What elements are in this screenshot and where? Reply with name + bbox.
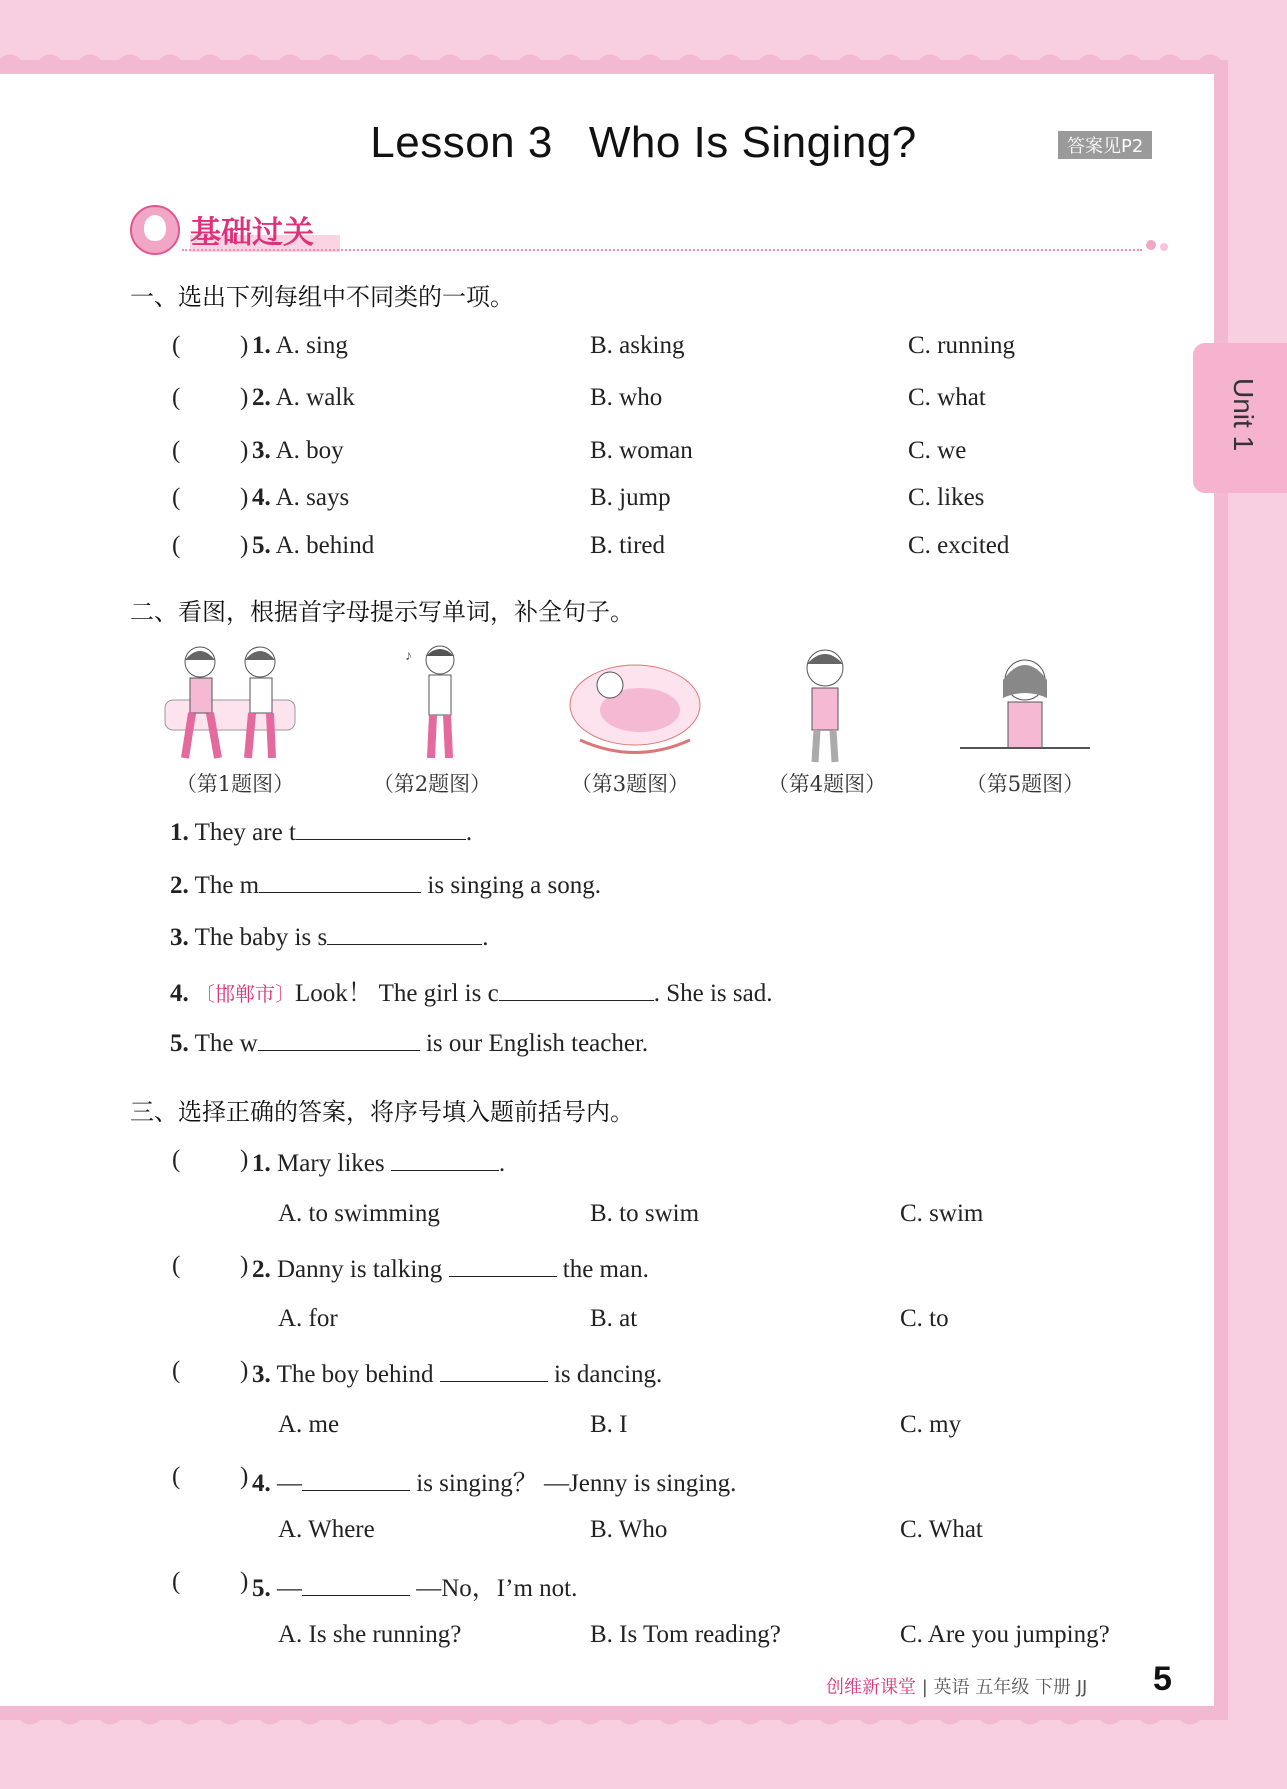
question-option-a	[252, 532, 374, 560]
fill-sentence	[170, 1026, 648, 1058]
answer-paren-right: )	[240, 532, 249, 559]
city-tag: 〔邯郸市〕	[195, 982, 295, 1006]
choice-row	[0, 437, 1287, 469]
answer-blank[interactable]	[440, 1357, 548, 1382]
picture-caption: （第3题图）	[570, 772, 690, 796]
answer-paren-right: )	[240, 1357, 249, 1384]
answer-paren-right: )	[240, 1568, 249, 1595]
question-number: 3.	[252, 1361, 271, 1388]
unit-side-tab[interactable]	[1193, 343, 1287, 493]
sentence-number: 2.	[170, 872, 189, 899]
decor-dot	[1146, 240, 1156, 250]
answer-paren-right: )	[240, 332, 249, 359]
answer-paren-right: )	[240, 1252, 249, 1279]
answer-paren-left[interactable]: (	[172, 1568, 181, 1595]
option-c: C. What	[900, 1516, 983, 1543]
lesson-number: Lesson 3	[370, 118, 553, 167]
option-c: C. we	[908, 437, 967, 464]
option-a: A. boy	[275, 437, 344, 464]
option-b: B. I	[590, 1411, 628, 1438]
answer-paren-left[interactable]: (	[172, 532, 181, 559]
option-c: C. running	[908, 332, 1015, 359]
question-option-a	[252, 437, 344, 465]
question-suffix: is singing？ —Jenny is singing.	[410, 1470, 737, 1497]
answer-paren-right: )	[240, 437, 249, 464]
sentence-suffix: . She is sad.	[653, 980, 773, 1007]
option-a: A. sing	[275, 332, 348, 359]
footer-separator: |	[921, 1677, 928, 1698]
picture-caption: （第4题图）	[767, 772, 887, 796]
mc-options-row	[0, 1516, 1287, 1548]
lesson-name: Who Is Singing?	[588, 118, 917, 167]
fill-sentence	[170, 815, 472, 847]
top-wave-border	[0, 52, 1228, 74]
sentence-prefix: The baby is s	[194, 924, 328, 951]
question-option-a	[252, 384, 355, 412]
option-b: B. Is Tom reading?	[590, 1621, 781, 1648]
question-prefix: Mary likes	[277, 1150, 391, 1177]
answer-paren-left[interactable]: (	[172, 484, 181, 511]
option-a: A. walk	[275, 384, 355, 411]
choice-row	[0, 384, 1287, 416]
answer-paren-left[interactable]: (	[172, 1146, 181, 1173]
answer-paren-left[interactable]: (	[172, 437, 181, 464]
teacher-woman-picture	[950, 640, 1100, 770]
question-option-a	[252, 484, 349, 512]
question-number: 2.	[252, 384, 271, 411]
answer-paren-right: )	[240, 384, 249, 411]
sentence-number: 3.	[170, 924, 189, 951]
dotted-divider	[182, 249, 1142, 251]
option-c: C. my	[900, 1411, 962, 1438]
mc-question-row	[0, 1252, 1287, 1284]
question-number: 5.	[252, 1575, 271, 1602]
answer-reference-tag: 答案见P2	[1058, 131, 1152, 159]
answer-blank[interactable]	[302, 1571, 410, 1596]
option-b: B. tired	[590, 532, 665, 559]
option-c: C. swim	[900, 1200, 984, 1227]
sentence-suffix: is singing a song.	[421, 872, 602, 899]
option-a: A. Is she running?	[278, 1621, 462, 1648]
svg-text:♪: ♪	[405, 649, 412, 664]
answer-paren-left[interactable]: (	[172, 1252, 181, 1279]
picture-row	[150, 640, 1090, 800]
part2-heading: 二、看图，根据首字母提示写单词，补全句子。	[130, 598, 634, 626]
footer	[826, 1673, 1087, 1699]
section-title: 基础过关	[190, 207, 340, 252]
mc-options-row	[0, 1200, 1287, 1232]
question-text	[252, 1568, 577, 1604]
question-suffix: .	[498, 1150, 506, 1177]
mc-question-row	[0, 1146, 1287, 1178]
option-b: B. asking	[590, 332, 685, 359]
sentence-prefix: The m	[194, 872, 260, 899]
sentence-prefix: The w	[194, 1030, 258, 1057]
answer-blank[interactable]	[258, 1026, 420, 1051]
sentence-suffix: is our English teacher.	[419, 1030, 649, 1057]
option-a: A. for	[278, 1305, 338, 1332]
option-a: A. says	[275, 484, 350, 511]
choice-row	[0, 532, 1287, 564]
footer-text: 英语 五年级 下册 JJ	[933, 1677, 1088, 1698]
option-c: C. to	[900, 1305, 949, 1332]
mc-options-row	[0, 1411, 1287, 1443]
mc-question-row	[0, 1357, 1287, 1389]
answer-blank[interactable]	[449, 1252, 557, 1277]
option-c: C. excited	[908, 532, 1010, 559]
sentence-suffix: .	[465, 819, 473, 846]
answer-blank[interactable]	[499, 976, 654, 1001]
sentence-number: 5.	[170, 1030, 189, 1057]
question-option-a	[252, 332, 348, 360]
option-c: C. Are you jumping?	[900, 1621, 1110, 1648]
question-suffix: —No，I’m not.	[410, 1575, 578, 1602]
bottom-wave-border	[0, 1705, 1228, 1727]
option-a: A. me	[278, 1411, 340, 1438]
answer-paren-left[interactable]: (	[172, 332, 181, 359]
option-c: C. what	[908, 384, 986, 411]
sleeping-baby-picture	[560, 640, 710, 770]
sentence-prefix: Look！ The girl is c	[295, 980, 499, 1007]
question-prefix: Danny is talking	[277, 1256, 449, 1283]
question-text	[252, 1146, 505, 1178]
answer-blank[interactable]	[391, 1146, 499, 1171]
option-a: A. Where	[278, 1516, 375, 1543]
two-girls-picture	[160, 640, 310, 770]
choice-row	[0, 484, 1287, 516]
singing-man-picture	[365, 640, 515, 770]
crying-girl-picture	[750, 640, 900, 770]
mc-question-row	[0, 1568, 1287, 1600]
option-c: C. likes	[908, 484, 985, 511]
choice-row	[0, 332, 1287, 364]
question-number: 1.	[252, 332, 271, 359]
question-number: 3.	[252, 437, 271, 464]
question-prefix: The boy behind	[276, 1361, 440, 1388]
option-b: B. jump	[590, 484, 671, 511]
answer-paren-right: )	[240, 484, 249, 511]
page-number: 5	[1153, 1660, 1172, 1698]
question-number: 4.	[252, 1470, 271, 1497]
sentence-suffix: .	[482, 924, 489, 951]
option-a: A. to swimming	[278, 1200, 440, 1227]
option-b: B. woman	[590, 437, 693, 464]
part1-heading: 一、选出下列每组中不同类的一项。	[130, 283, 514, 311]
sentence-number: 1.	[170, 819, 189, 846]
answer-paren-right: )	[240, 1463, 249, 1490]
mc-question-row	[0, 1463, 1287, 1495]
option-b: B. to swim	[590, 1200, 700, 1227]
answer-paren-left[interactable]: (	[172, 384, 181, 411]
question-number: 4.	[252, 484, 271, 511]
option-b: B. at	[590, 1305, 638, 1332]
fill-sentence	[170, 973, 772, 1009]
option-a: A. behind	[275, 532, 375, 559]
question-number: 1.	[252, 1150, 271, 1177]
answer-blank[interactable]	[302, 1466, 410, 1491]
fill-sentence	[170, 920, 488, 952]
question-number: 5.	[252, 532, 271, 559]
part3-heading: 三、选择正确的答案，将序号填入题前括号内。	[130, 1098, 634, 1126]
sentence-prefix: They are t	[194, 819, 296, 846]
picture-caption: （第1题图）	[175, 772, 295, 796]
section-header	[130, 203, 1170, 253]
question-suffix: the man.	[556, 1256, 649, 1283]
unit-tab-label: Unit 1	[1228, 378, 1259, 452]
question-text	[252, 1357, 662, 1389]
question-suffix: is dancing.	[547, 1361, 663, 1388]
option-b: B. Who	[590, 1516, 668, 1543]
footer-brand: 创维新课堂	[826, 1677, 916, 1698]
mc-options-row	[0, 1305, 1287, 1337]
picture-caption: （第2题图）	[372, 772, 492, 796]
answer-blank[interactable]	[327, 920, 482, 945]
decor-dot	[1160, 243, 1168, 251]
fill-sentence	[170, 868, 601, 900]
answer-paren-right: )	[240, 1146, 249, 1173]
picture-caption: （第5题图）	[965, 772, 1085, 796]
option-b: B. who	[590, 384, 663, 411]
answer-blank[interactable]	[259, 868, 421, 893]
question-prefix: —	[277, 1470, 302, 1497]
mc-options-row	[0, 1621, 1287, 1653]
question-text	[252, 1252, 649, 1284]
answer-paren-left[interactable]: (	[172, 1357, 181, 1384]
mascot-icon	[130, 205, 180, 255]
question-prefix: —	[277, 1575, 302, 1602]
question-number: 2.	[252, 1256, 271, 1283]
sentence-number: 4.	[170, 980, 189, 1007]
question-text	[252, 1463, 736, 1499]
answer-blank[interactable]	[296, 815, 466, 840]
answer-paren-left[interactable]: (	[172, 1463, 181, 1490]
